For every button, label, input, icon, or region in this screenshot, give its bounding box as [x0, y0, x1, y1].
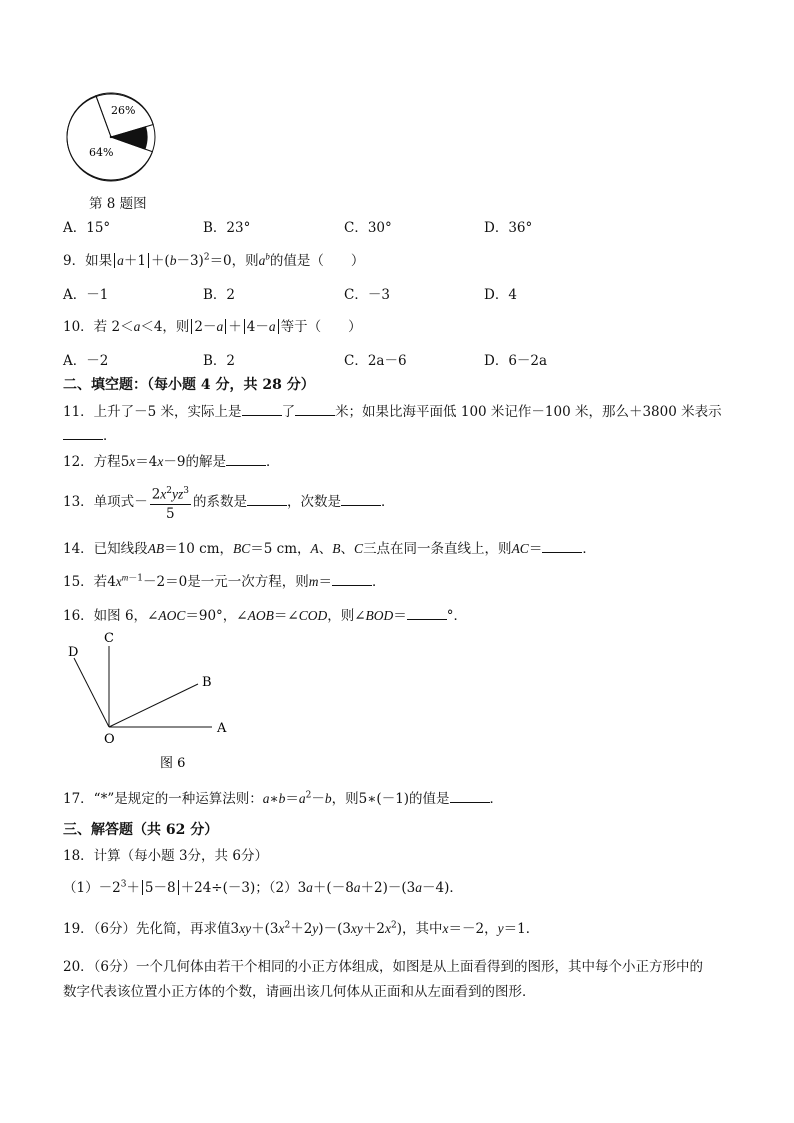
question-11-line1: 11．上升了－5 米，实际上是 了 米；如果比海平面低 100 米记作－100 米，那么＋3800 米表示 [63, 404, 722, 420]
q11-blank-1[interactable] [242, 403, 282, 416]
q10-option-d[interactable]: D．6－2a [484, 353, 548, 369]
question-17: 17．“*”是规定的一种运算法则：$a∗b=a^2-b$，则5∗(－1)的值是 ． [63, 790, 504, 807]
figure-6 [62, 628, 242, 776]
label-c: C [104, 631, 114, 646]
label-o: O [104, 732, 115, 747]
question-12: 12．方程5x＝4x－9的解是 ． [63, 454, 280, 470]
pie-label-64: 64% [89, 146, 114, 159]
q13-blank-1[interactable] [247, 493, 287, 506]
section-3-heading: 三、解答题（共 62 分） [63, 822, 219, 838]
pie-center [110, 136, 112, 138]
q12-blank[interactable] [226, 453, 266, 466]
question-18-title: 18．计算（每小题 3分，共 6分） [63, 848, 268, 864]
ray-ob [109, 684, 198, 727]
question-16: 16．如图 6，∠AOC＝90°，∠AOB＝∠COD，则∠BOD＝ °． [63, 608, 468, 624]
q14-blank[interactable] [542, 540, 582, 553]
pie-chart [64, 92, 160, 182]
label-d: D [68, 645, 79, 660]
question-15: 15．若$4x^{m-1}-2=0$是一元一次方程，则m＝ ． [63, 572, 386, 590]
question-18-parts: $(1)-2^3+ 5-8 +24\div(-3)$；（2）3a＋(－8a＋2)－(3a－4)． [63, 879, 463, 896]
pie-label-26: 26% [111, 104, 136, 117]
question-13: 13．单项式－ $\frac{2x^2yz^3}{5}$ 的系数是 ，次数是 ． [63, 482, 395, 523]
ray-od [74, 658, 109, 727]
q8-option-c[interactable]: C．30° [344, 220, 392, 236]
question-11-line2: ． [63, 424, 117, 444]
q9-option-d[interactable]: D．4 [484, 287, 517, 303]
q13-blank-2[interactable] [341, 493, 381, 506]
q9-option-b[interactable]: B．2 [203, 287, 236, 303]
q10-option-b[interactable]: B．2 [203, 353, 236, 369]
question-20-line2: 数字代表该位置小正方体的个数，请画出该几何体从正面和从左面看到的图形． [63, 984, 536, 1000]
q17-blank[interactable] [450, 790, 490, 803]
label-b: B [202, 675, 212, 690]
question-10: 10．若 2＜a＜4，则 2－a ＋ 4－a 等于（ ） [63, 319, 362, 335]
q16-blank[interactable] [407, 607, 447, 620]
q8-option-b[interactable]: B．23° [203, 220, 251, 236]
q11-blank-3[interactable] [63, 427, 103, 440]
question-14: 14．已知线段AB＝10 cm，BC＝5 cm，A、B、C三点在同一条直线上，则AC＝ ． [63, 541, 596, 557]
question-20-line1: 20．（6分）一个几何体由若干个相同的小正方体组成，如图是从上面看得到的图形，其中每个小正方形中的 [63, 959, 704, 975]
question-9: 9．如果 $a+1 +(b-3)^2=0$，则$a^b$的值是（ ） [63, 251, 365, 269]
q10-option-a[interactable]: A．－2 [63, 353, 109, 369]
label-a: A [217, 721, 227, 736]
q8-option-d[interactable]: D．36° [484, 220, 533, 236]
q8-caption: 第 8 题图 [89, 196, 147, 212]
q10-option-c[interactable]: C．2a－6 [344, 353, 407, 369]
figure-6-caption: 图 6 [160, 756, 186, 771]
q15-blank[interactable] [332, 573, 372, 586]
q9-option-c[interactable]: C．－3 [344, 287, 390, 303]
section-2-heading: 二、填空题：（每小题 4 分，共 28 分） [63, 377, 315, 393]
q11-blank-2[interactable] [295, 403, 335, 416]
q8-option-a[interactable]: A．15° [63, 220, 111, 236]
question-19: 19．（6分）先化简，再求值$3xy+(3x^2+2y)-(3xy+2x^2)$，其中x＝－2，y＝1． [63, 920, 540, 937]
q9-option-a[interactable]: A．－1 [63, 287, 109, 303]
